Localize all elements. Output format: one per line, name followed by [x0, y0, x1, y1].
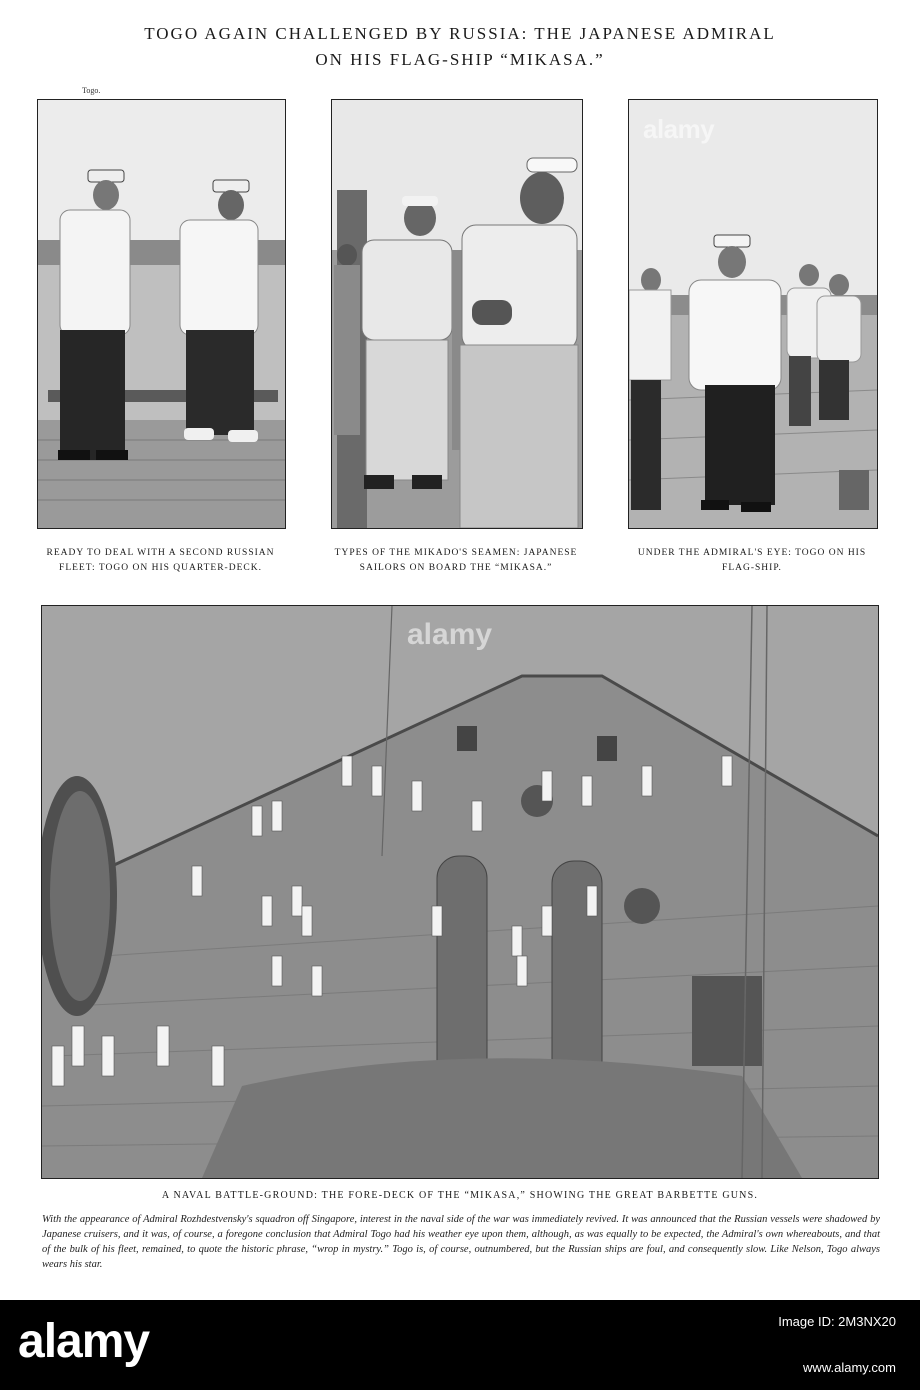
page-title-line-1: TOGO AGAIN CHALLENGED BY RUSSIA: THE JAPANESE ADMIRAL: [144, 24, 776, 43]
main-caption: A NAVAL BATTLE-GROUND: THE FORE-DECK OF THE “MIKASA,” SHOWING THE GREAT BARBETTE GUNS.: [161, 1190, 759, 1201]
photo-fore-deck: [41, 605, 879, 1179]
watermark-text-main: alamy: [407, 618, 493, 651]
caption-middle: TYPES OF THE MIKADO'S SEAMEN: JAPANESE SAILORS ON BOARD THE “MIKASA.”: [334, 548, 578, 573]
watermark-text: alamy: [643, 114, 715, 144]
caption-left: READY TO DEAL WITH A SECOND RUSSIAN FLEET: TOGO ON HIS QUARTER-DECK.: [46, 548, 275, 573]
footer-bar: [0, 1300, 920, 1390]
photo-label-small: Togo.: [82, 86, 101, 95]
article-body: With the appearance of Admiral Rozhdestvensky's squadron off Singapore, interest in the naval side of the war was immediately revived. It was announced that the Russian vessels were shadowed by Japanese cruisers, and it was, of course, a foregone conclusion that Admiral Togo had his weather eye upon them, although, as was equally to be expected, the Admiral's own whereabouts, and that of the bulk of his fleet, remained, to quote the historic phrase, “wrop in mystry.” Togo is, of course, outnumbered, but the Russian ships are foul, and consequently slow. Like Nelson, Togo always wears his star.: [42, 1214, 880, 1270]
page-title-line-2: ON HIS FLAG-SHIP “MIKASA.”: [315, 50, 605, 69]
site-url[interactable]: www.alamy.com: [803, 1360, 896, 1375]
photo-togo-flag-ship: [628, 99, 878, 529]
caption-right: UNDER THE ADMIRAL'S EYE: TOGO ON HIS FLAG-SHIP.: [637, 548, 867, 573]
photo-japanese-sailors: [331, 99, 583, 529]
image-id: Image ID: 2M3NX20: [778, 1314, 896, 1329]
photo-togo-quarter-deck: [37, 99, 286, 529]
alamy-logo[interactable]: alamy: [18, 1315, 150, 1368]
